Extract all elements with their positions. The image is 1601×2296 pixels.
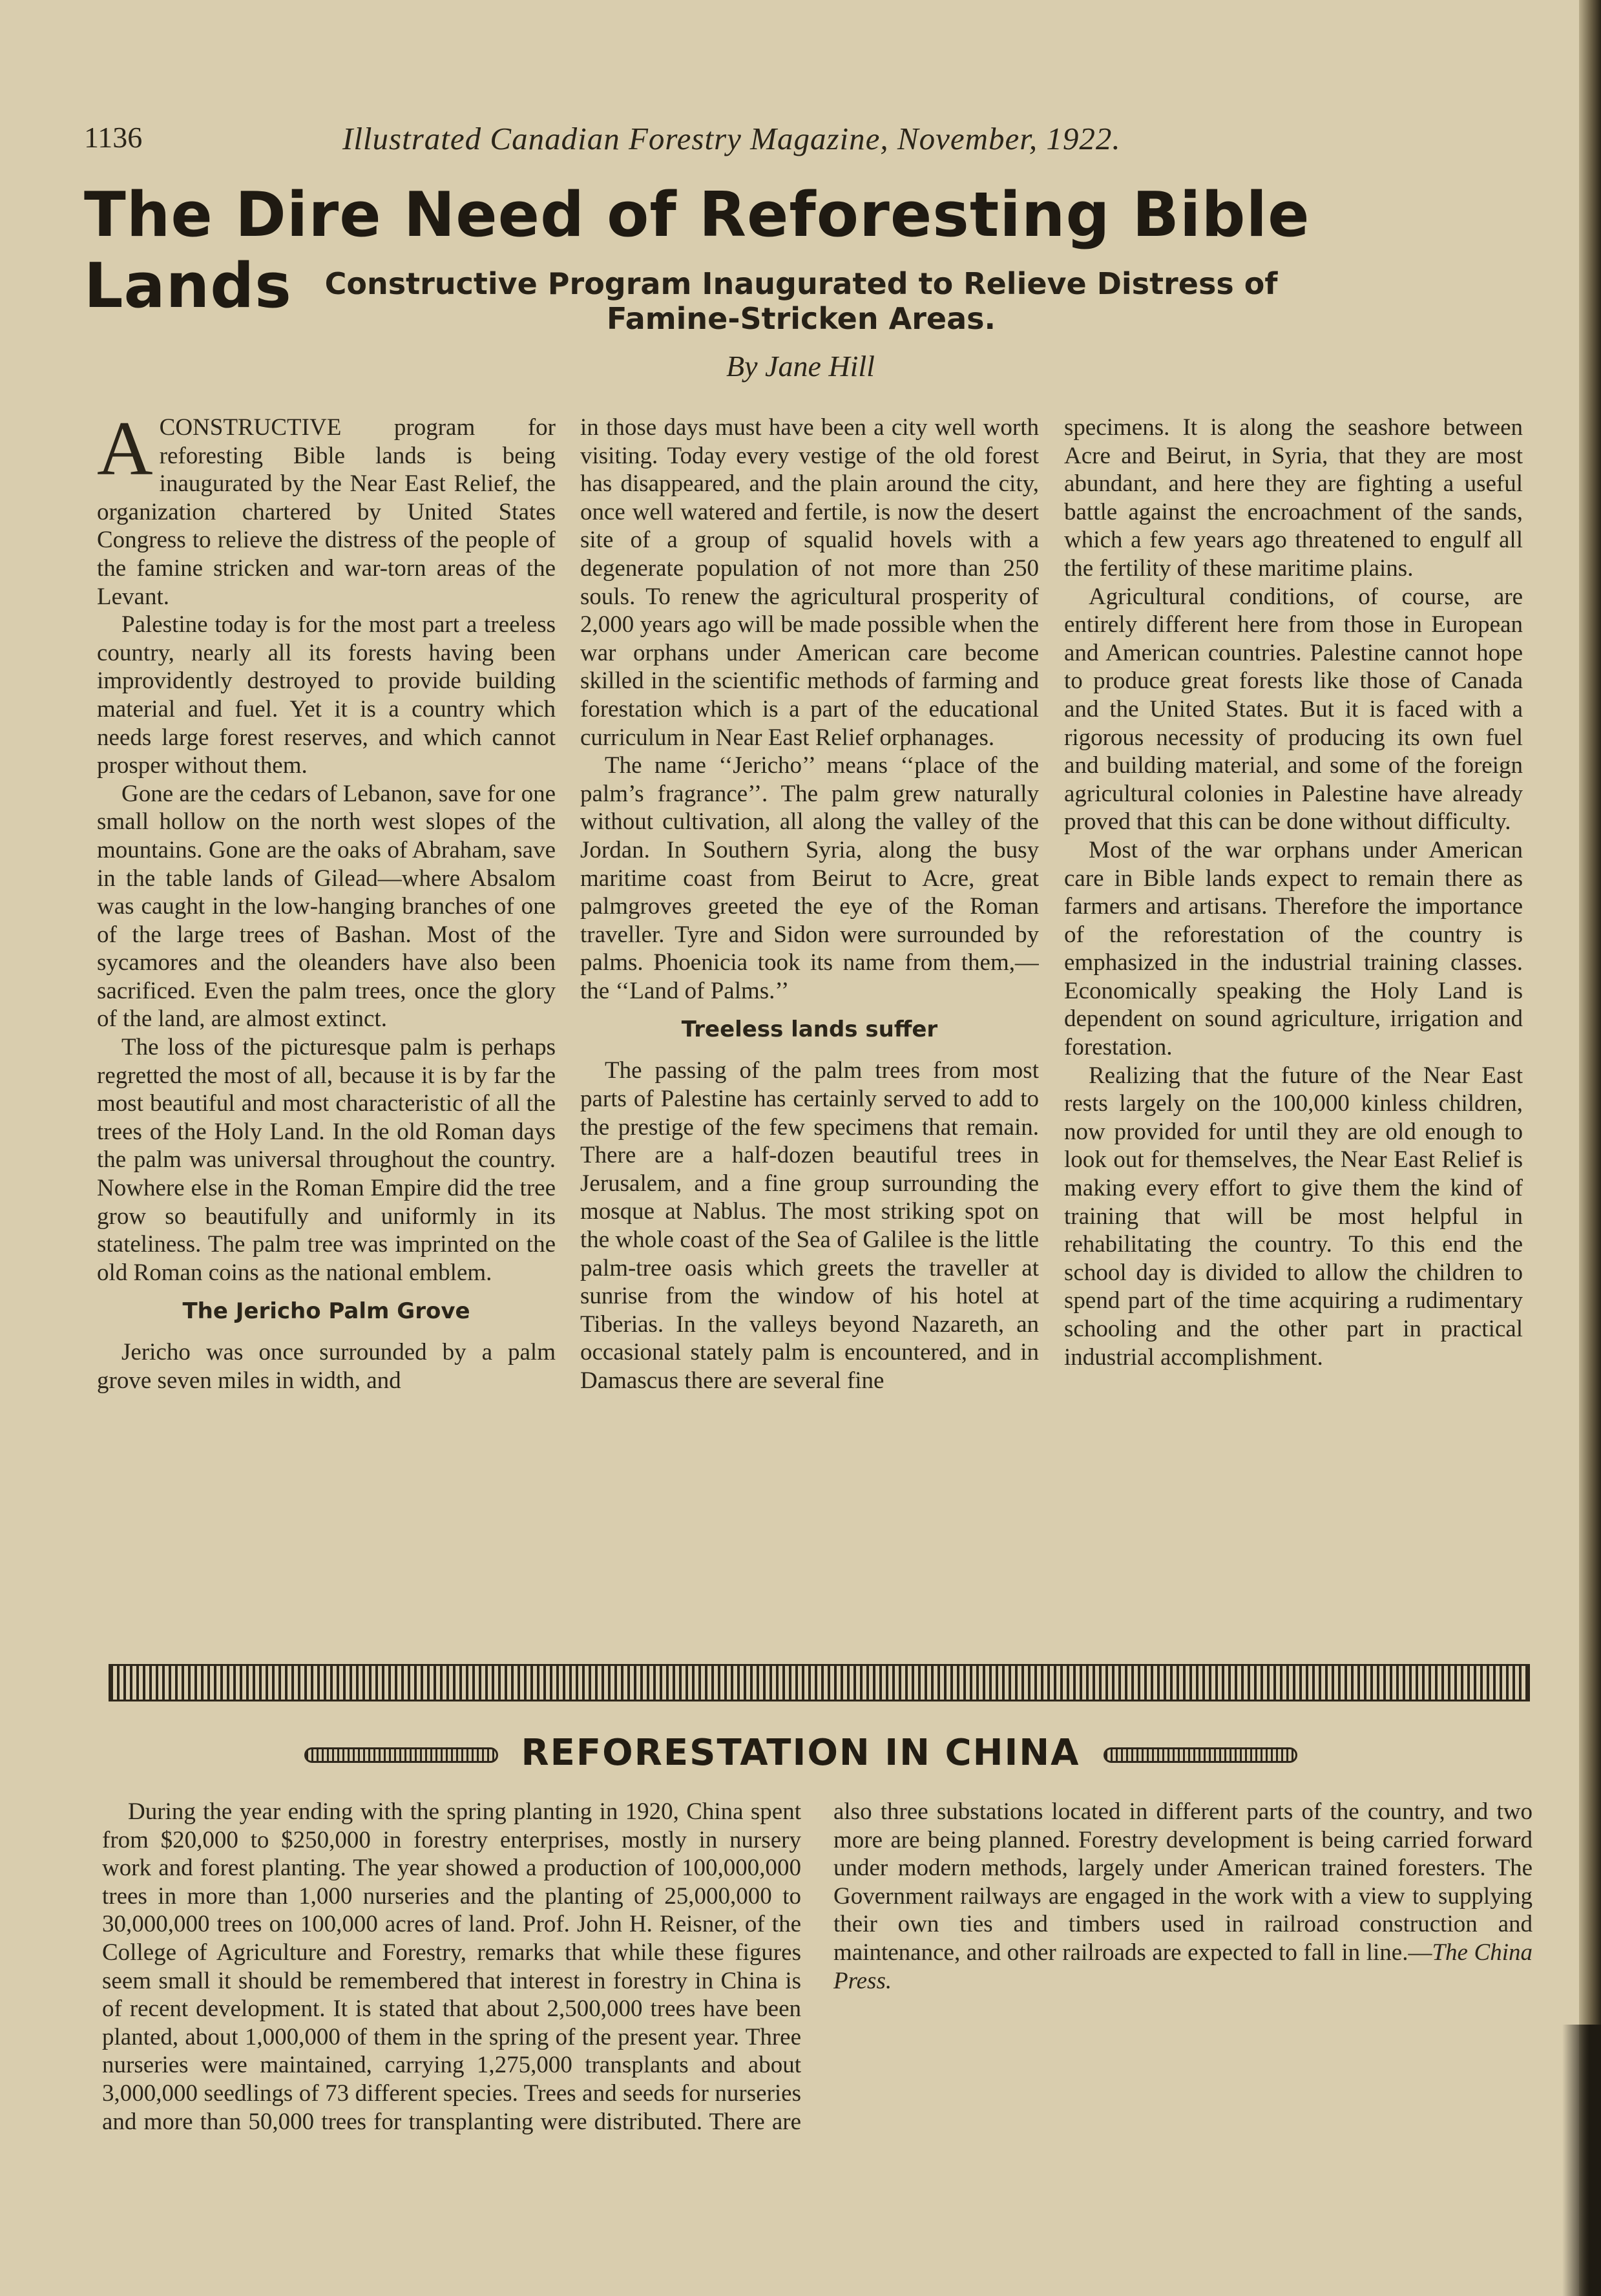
article-column-3 — [1064, 414, 1523, 1641]
paragraph: ACONSTRUCTIVE program for reforesting Bible lands is being inaugurated by the Near East Relief, the organization chartered by United States Congress to relieve the distress of the people of the famine stricken and war-torn areas of the Levant. — [97, 414, 556, 610]
article-column-2 — [580, 414, 1039, 1641]
article-title: The Dire Need of Reforesting Bible Lands — [84, 180, 1310, 322]
article-byline: By Jane Hill — [726, 350, 875, 383]
drop-cap: A — [97, 414, 153, 491]
paragraph: Most of the war orphans under American care in Bible lands expect to remain there as farmers and artisans. Therefore the importance of the reforestation of the country is emphasized in the industrial training classes. Economically speaking the Holy Land is dependent on sound agriculture, irrigation and forestation. — [1064, 836, 1523, 1061]
paragraph: specimens. It is along the seashore between Acre and Beirut, in Syria, that they are most abundant, and here they are fighting a useful battle against the encroachment of the sands, which a few years ago threatened to engulf all the fertility of these maritime plains. — [1064, 414, 1523, 582]
paragraph: Palestine today is for the most part a treeless country, nearly all its forests having been improvidently destroyed to provide building material and fuel. Yet it is a country which needs large forest reserves, and which cannot prosper without them. — [97, 611, 556, 779]
article-column-1 — [97, 414, 556, 1641]
paragraph: Agricultural conditions, of course, are entirely different here from those in European and American countries. Palestine cannot hope to produce great forests like those of Canada and the United States. But it is faced with a rigorous necessity of producing its own fuel and building material, and some of the foreign agricultural colonies in Palestine have already proved that this can be done without difficulty. — [1064, 583, 1523, 836]
paragraph: Realizing that the future of the Near East rests largely on the 100,000 kinless children, now provided for until they are old enough to look out for themselves, the Near East Relief is making every effort to give them the kind of training that will be most helpful in rehabilitating the country. To this end the school day is divided to allow the children to spend part of the time acquiring a rudimentary schooling and the other part in practical industrial accomplishment. — [1064, 1062, 1523, 1371]
paragraph: The passing of the palm trees from most parts of Palestine has certainly served to add to the prestige of the few specimens that remain. There are a half-dozen beautiful trees in Jerusalem, and a fine group surrounding the mosque at Nablus. The most striking spot on the whole coast of the Sea of Galilee is the little palm-tree oasis which greets the traveller at sunrise from the window of his hotel at Tiberias. In the valleys beyond Nazareth, an occasional stately palm is encountered, and in Damascus there are several fine — [580, 1057, 1039, 1394]
section-heading-treeless: Treeless lands suffer — [681, 1016, 938, 1043]
paragraph: Gone are the cedars of Lebanon, save for one small hollow on the north west slopes of the mountains. Gone are the oaks of Abraham, save in the table lands of Gilead—where Absalom was caught in the low-hanging branches of one of the large trees of Bashan. Most of the sycamores and the oleanders have also been sacrificed. Even the palm trees, once the glory of the land, are almost extinct. — [97, 780, 556, 1033]
magazine-title: Illustrated Canadian Forestry Magazine, November, 1922. — [342, 121, 1121, 156]
paragraph: The name ‘‘Jericho’’ means ‘‘place of the palm’s fragrance’’. The palm grew naturally without cultivation, all along the valley of the Jordan. In Southern Syria, along the busy maritime coast from Beirut to Acre, great palmgroves greeted the eye of the Roman traveller. Tyre and Sidon were surrounded by palms. Phoenicia took its name from them,—the ‘‘Land of Palms.’’ — [580, 752, 1039, 1004]
paragraph: Jericho was once surrounded by a palm grove seven miles in width, and — [97, 1339, 556, 1394]
book-spine-shadow — [1579, 0, 1601, 2296]
paragraph: in those days must have been a city well worth visiting. Today every vestige of the old forest has disappeared, and the plain around the city, once well watered and fertile, is now the desert site of a group of squalid hovels with a degenerate population of not more than 250 souls. To renew the agricultural prosperity of 2,000 years ago will be made possible when the war orphans under American care become skilled in the scientific methods of farming and forestation which is a part of the educational curriculum in Near East Relief orphanages. — [580, 414, 1039, 751]
running-head — [84, 120, 1525, 159]
paragraph: During the year ending with the spring planting in 1920, China spent from $20,000 to $250,000 in forestry enterprises, mostly in nursery work and forest planting. The year showed a production of 100,000,000 trees in more than 1,000 nurseries and the planting of 25,000,000 to 30,000,000 trees on 100,000 acres of land. Prof. John H. Reisner, of the College of Agriculture and Forestry, remarks that while these figures seem small it should be remembered that interest in forestry in China is of recent development. It is stated that about 2,500,000 trees have been planted, about 1,000,000 of them in the spring of the present year. Three nurseries were maintained, carrying 1,275,000 transplants and about 3,000,000 seedlings of 73 different species. Trees and seeds for nurseries and more than 50,000 trees for transplanting were distributed. There are also three substations located in different parts of the country, and two more are being planned. Forestry development is being carried forward under modern methods, largely under American trained foresters. The Government railways are engaged in the work with a view to supplying their own ties and timbers used in railroad construction and maintenance, and other railroads are expected to fall in line.—The China Press. — [102, 1798, 1533, 2135]
page-number: 1136 — [84, 121, 143, 154]
source-citation: The China Press. — [833, 1939, 1533, 1994]
china-article-text — [102, 1798, 1533, 2147]
article-subtitle: Constructive Program Inaugurated to Relieve Distress of Famine-Stricken Areas. — [324, 266, 1278, 336]
paragraph: The loss of the picturesque palm is perhaps regretted the most of all, because it is by far the most beautiful and most characteristic of all the trees of the Holy Land. In the old Roman days the palm was universal throughout the country. Nowhere else in the Roman Empire did the tree grow so beautifully and uniformly in its stateliness. The palm tree was imprinted on the old Roman coins as the national emblem. — [97, 1034, 556, 1286]
section-heading-jericho: The Jericho Palm Grove — [182, 1298, 470, 1325]
ornamental-divider — [109, 1664, 1530, 1701]
ornament-left — [304, 1747, 498, 1763]
ornament-right — [1104, 1747, 1297, 1763]
china-section-title: REFORESTATION IN CHINA — [0, 1732, 1601, 1774]
book-spine-shadow-bottom — [1562, 2025, 1601, 2296]
